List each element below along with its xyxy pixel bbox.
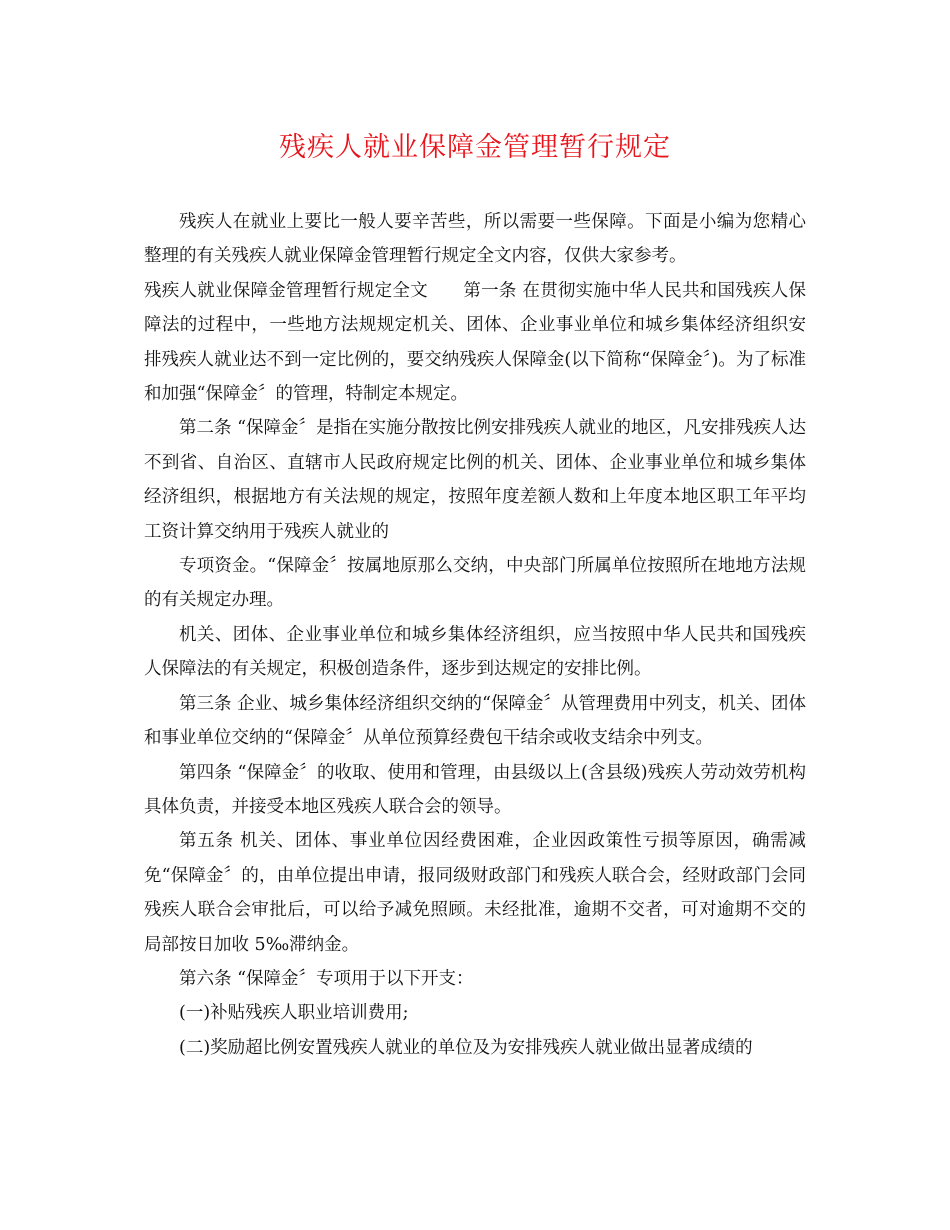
paragraph-article-5: 第五条 机关、团体、事业单位因经费困难，企业因政策性亏损等原因，确需减免“保障金〞的，由单位提出申请，报同级财政部门和残疾人联合会，经财政部门会同残疾人联合会审批后，可以给予减免照顾。未经批准，逾期不交者，可对逾期不交的局部按日加收 5‰滞纳金。 — [144, 831, 806, 955]
paragraph-item-2: (二)奖励超比例安置残疾人就业的单位及为安排残疾人就业做出显著成绩的 — [179, 1037, 753, 1058]
paragraph-article-2-ext: 机关、团体、企业事业单位和城乡集体经济组织，应当按照中华人民共和国残疾人保障法的有关规定，积极创造条件，逐步到达规定的安排比例。 — [144, 624, 806, 680]
paragraph-article-1: 残疾人就业保障金管理暂行规定全文 第一条 在贯彻实施中华人民共和国残疾人保障法的过程中，一些地方法规规定机关、团体、企业事业单位和城乡集体经济组织安排残疾人就业达不到一定比例的，要交纳残疾人保障金(以下简称“保障金〞)。为了标准和加强“保障金〞的管理，特制定本规定。 — [144, 280, 806, 405]
paragraph-article-2-cont: 专项资金。“保障金〞按属地原那么交纳，中央部门所属单位按照所在地地方法规的有关规定办理。 — [144, 556, 806, 611]
paragraph-article-2: 第二条 “保障金〞是指在实施分散按比例安排残疾人就业的地区，凡安排残疾人达不到省、自治区、直辖市人民政府规定比例的机关、团体、企业事业单位和城乡集体经济组织，根据地方有关法规的规定，按照年度差额人数和上年度本地区职工年平均工资计算交纳用于残疾人就业的 — [144, 418, 807, 542]
document-title: 残疾人就业保障金管理暂行规定 — [279, 132, 671, 163]
document-body — [144, 205, 806, 1065]
paragraph-article-6: 第六条 “保障金〞专项用于以下开支： — [179, 968, 474, 989]
paragraph-intro: 残疾人在就业上要比一般人要辛苦些，所以需要一些保障。下面是小编为您精心整理的有关残疾人就业保障金管理暂行规定全文内容，仅供大家参考。 — [144, 212, 806, 267]
paragraph-article-4: 第四条 “保障金〞的收取、使用和管理，由县级以上(含县级)残疾人劳动效劳机构具体负责，并接受本地区残疾人联合会的领导。 — [144, 762, 806, 817]
paragraph-article-3: 第三条 企业、城乡集体经济组织交纳的“保障金〞从管理费用中列支，机关、团体和事业单位交纳的“保障金〞从单位预算经费包干结余或收支结余中列支。 — [144, 693, 807, 749]
paragraph-item-1: (一)补贴残疾人职业培训费用; — [179, 1003, 409, 1024]
